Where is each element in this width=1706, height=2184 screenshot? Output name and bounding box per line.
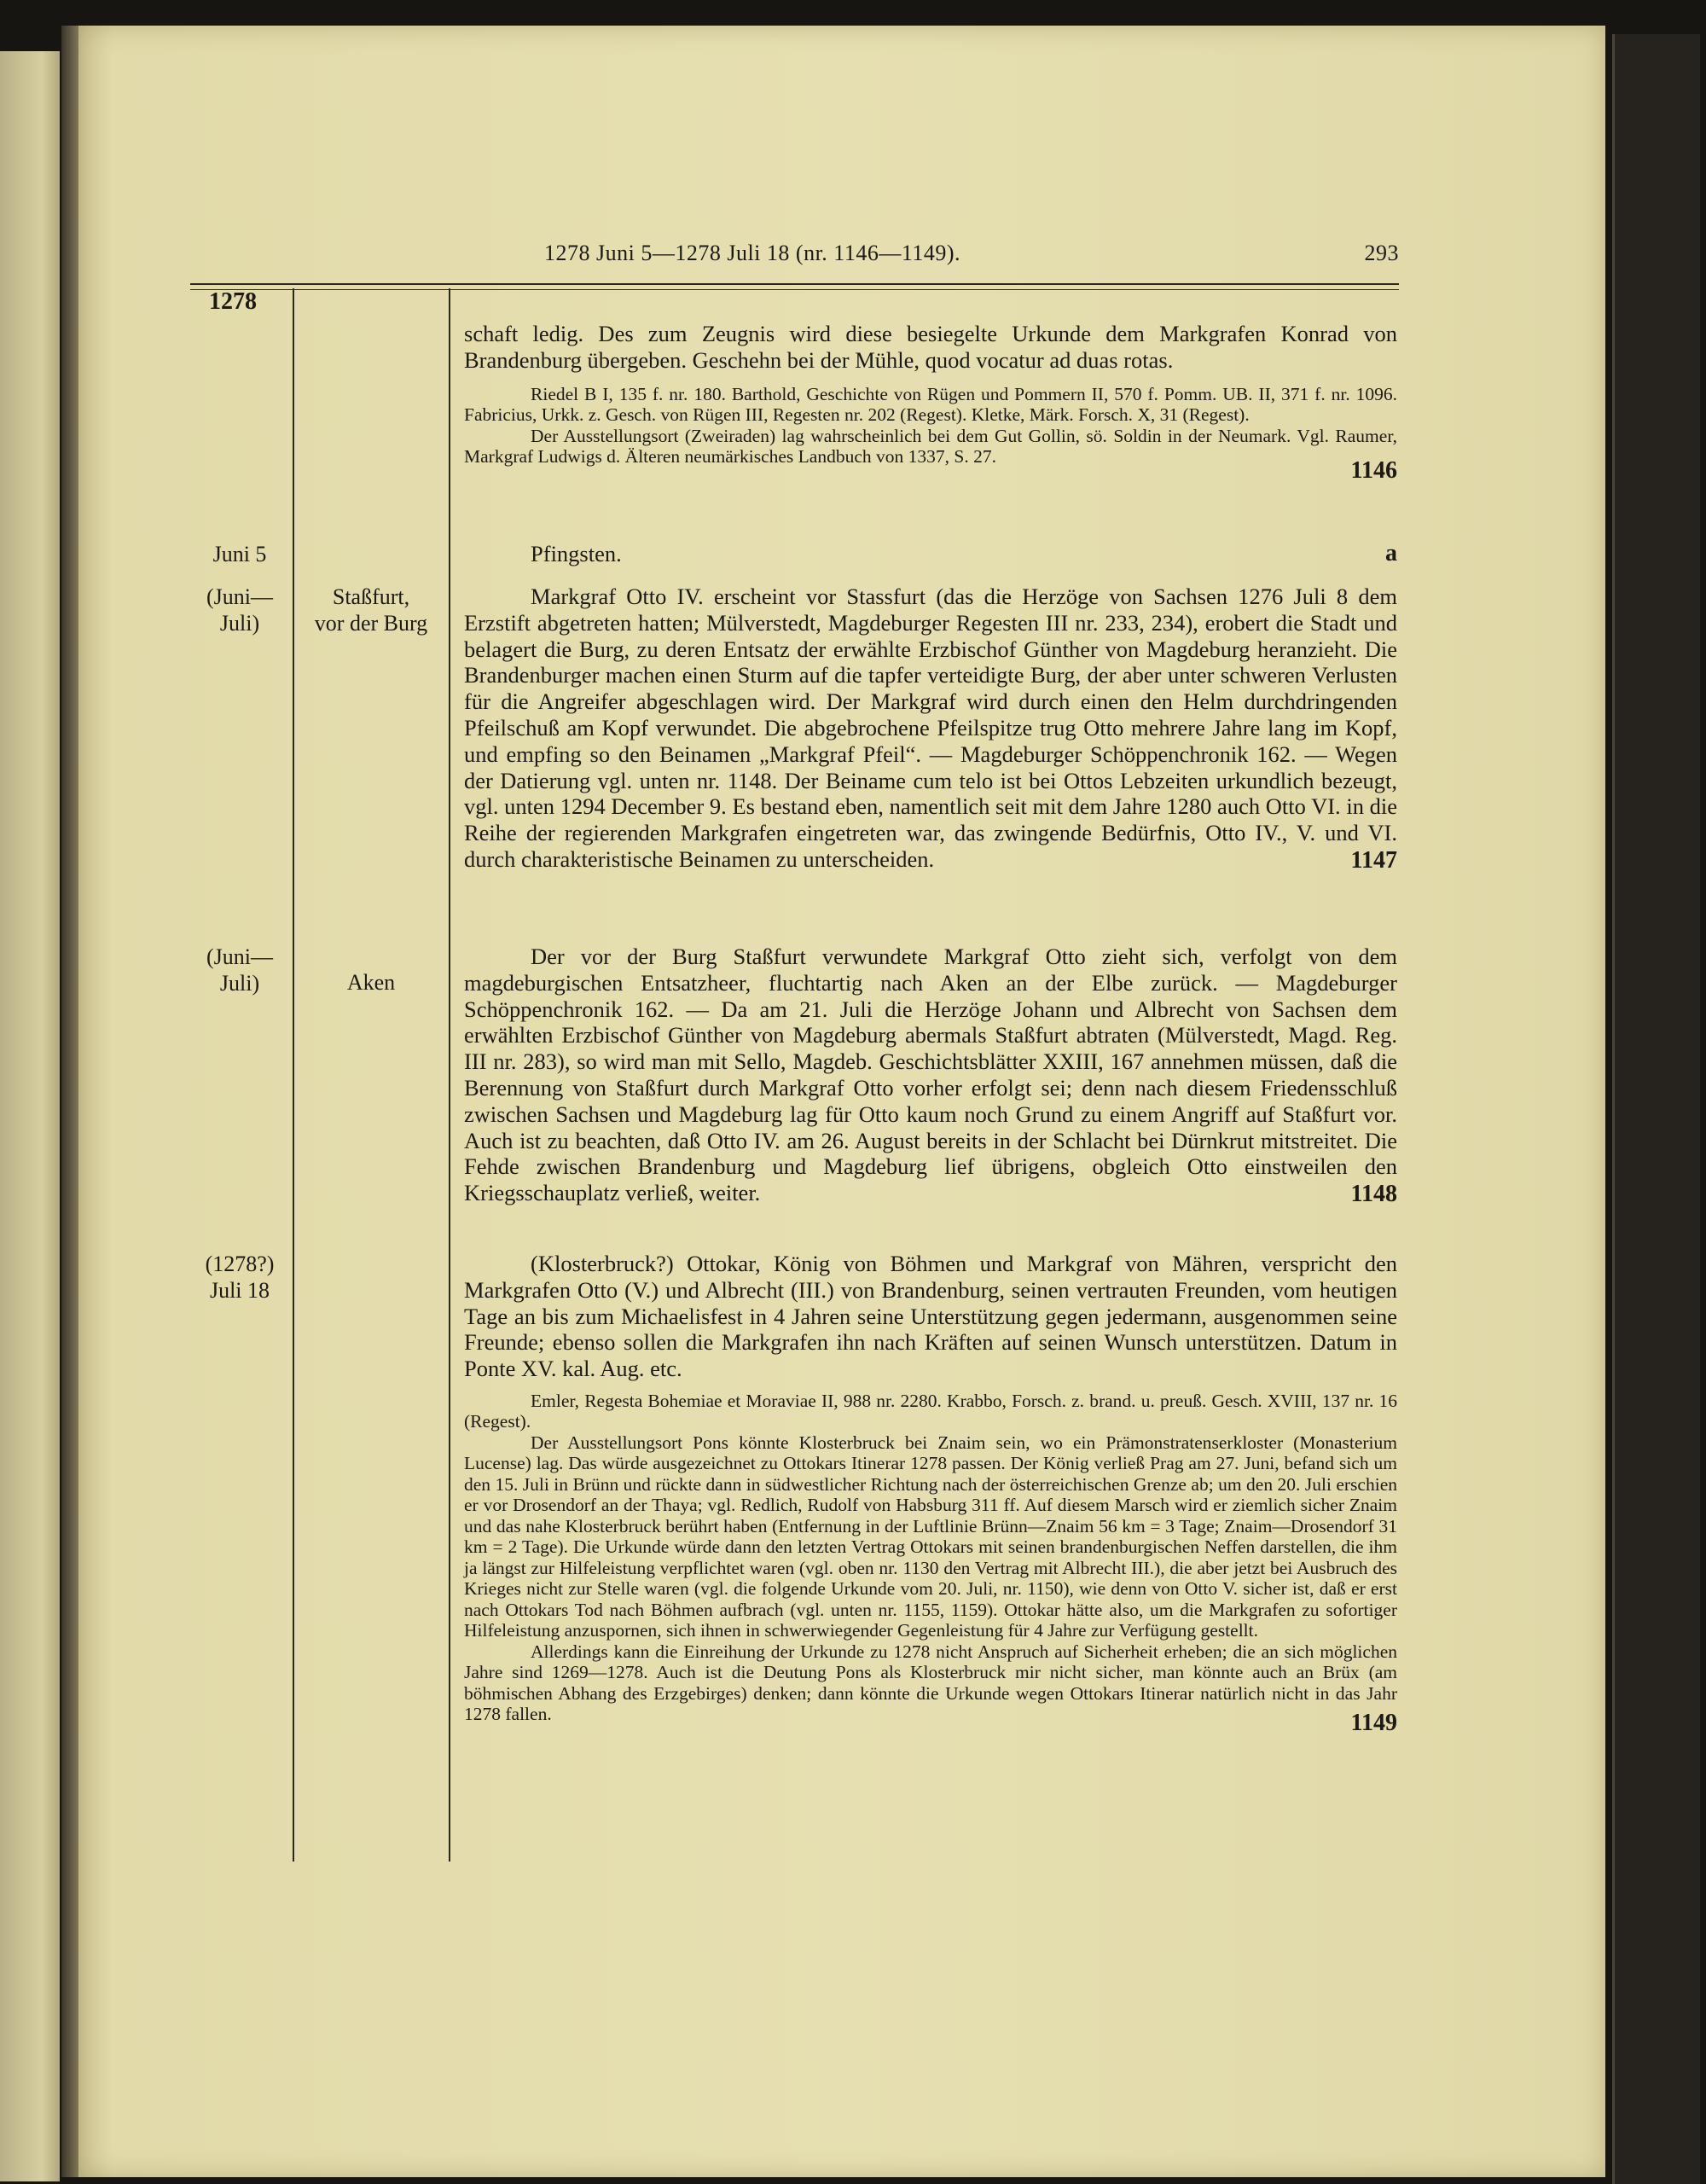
date-line: Juli) — [219, 611, 260, 636]
entry-date — [189, 584, 290, 636]
regest-number: 1146 — [1350, 456, 1397, 484]
entry-date — [189, 944, 290, 996]
place-line: Staßfurt, — [332, 584, 410, 609]
entry-note: Riedel B I, 135 f. nr. 180. Barthold, Geschichte von Rügen und Pommern II, 570 f. Pomm. UB. II, 371 f. nr. 1096. Fabricius, Urkk. z. Gesch. von Rügen III, Regesten nr. 202 (Regest). Kletke, Märk. Forsch. X, 31 (Regest). — [464, 383, 1397, 426]
entry-1147 — [464, 584, 1397, 874]
year-heading: 1278 — [209, 288, 257, 315]
entry-place — [294, 584, 448, 636]
entry-note: Emler, Regesta Bohemiae et Moraviae II, 988 nr. 2280. Krabbo, Forsch. z. brand. u. preuß. Gesch. XVIII, 137 nr. 16 (Regest). — [464, 1390, 1397, 1432]
entry-text: (Klosterbruck?) Ottokar, König von Böhmen und Markgraf von Mähren, verspricht den Markgrafen Otto (V.) und Albrecht (III.) von Brandenburg, seinen vertrauten Freunden, vom heutigen Tage an bis zum Michaelisfest in 4 Jahren seine Unterstützung gegen jedermann, ausgenommen seine Freunde; ebenso sollen die Markgrafen ihn nach Kräften auf seinen Wunsch unterstützen. Datum in Ponte XV. kal. Aug. etc. — [464, 1251, 1397, 1382]
column-divider-date-place — [293, 288, 294, 1862]
header-rule — [190, 283, 1399, 290]
entry-date: Juni 5 — [212, 542, 267, 566]
page-number: 293 — [1364, 241, 1399, 265]
entry-note: Der Ausstellungsort Pons könnte Klosterbruck bei Znaim sein, wo ein Prämonstratenserkloster (Monasterium Lucense) lag. Das würde ausgezeichnet zu Ottokars Itinerar 1278 passen. Der König verließ Prag am 27. Juni, befand sich um den 15. Juli in Brünn und rückte dann in südwestlicher Richtung nach der österreichischen Grenze ab; um den 20. Juli erschien er vor Drosendorf an der Thaya; vgl. Redlich, Rudolf von Habsburg 311 ff. Auf diesem Marsch wird er ziemlich sicher Znaim und das nahe Klosterbruck berührt haben (Entfernung in der Luftlinie Brünn—Znaim 56 km = 3 Tage; Znaim—Drosendorf 31 km = 2 Tage). Die Urkunde würde dann den letzten Vertrag Ottokars mit seinen brandenburgischen Neffen darstellen, die ihm ja längst zur Hilfeleistung verpflichtet waren (vgl. oben nr. 1130 den Vertrag mit Albrecht III.), die aber jetzt bei Ausbruch des Krieges nicht zur Stelle waren (vgl. die folgende Urkunde vom 20. Juli, nr. 1150), wie denn von Otto V. sicher ist, daß er erst nach Ottokars Tod nach Böhmen aufbrach (vgl. unten nr. 1155, 1159). Ottokar hätte also, um die Markgrafen zu sofortiger Hilfeleistung anzuspornen, sich ihnen in schwerwiegender Gegenleistung für 4 Jahre zur Verfügung gestellt. — [464, 1432, 1397, 1641]
previous-page-edge — [0, 51, 60, 2181]
date-line: Juli 18 — [209, 1278, 270, 1303]
entry-1146 — [464, 321, 1397, 485]
date-line: (Juni— — [206, 584, 273, 609]
column-divider-place-text — [449, 288, 450, 1862]
book-cover-edge — [1612, 34, 1700, 2184]
entry-text: Pfingsten. — [531, 541, 622, 566]
date-line: (1278?) — [205, 1252, 275, 1276]
entry-1148 — [464, 944, 1397, 1208]
entry-date — [189, 1251, 290, 1304]
regest-number: a — [1385, 540, 1397, 566]
place-line: vor der Burg — [314, 611, 428, 636]
entry-a — [464, 541, 1397, 567]
entry-text: Der vor der Burg Staßfurt verwundete Markgraf Otto zieht sich, verfolgt von dem magdeburgischen Entsatzheer, fluchtartig nach Aken an der Elbe zurück. — Magdeburger Schöppenchronik 162. — Da am 21. Juli die Herzöge Johann und Albrecht von Sachsen dem erwählten Erzbischof Günther von Magdeburg abermals Staßfurt abtraten (Mülverstedt, Magd. Reg. III nr. 283), so wird man mit Sello, Magdeb. Geschichtsblätter XXIII, 167 annehmen müssen, daß die Berennung von Staßfurt durch Markgraf Otto vorher erfolgt sei; denn nach diesem Friedensschluß zwischen Sachsen und Magdeburg lag für Otto kaum noch Grund zu einem Angriff auf Staßfurt vor. Auch ist zu beachten, daß Otto IV. am 26. August bereits in der Schlacht bei Dürnkrut mitstreitet. Die Fehde zwischen Brandenburg und Magdeburg lief übrigens, obgleich Otto einstweilen den Kriegsschauplatz verließ, weiter. — [464, 944, 1397, 1206]
date-line: Juli) — [219, 971, 260, 996]
regest-number: 1148 — [1350, 1180, 1397, 1207]
entry-place: Aken — [346, 970, 396, 995]
entry-text: schaft ledig. Des zum Zeugnis wird diese besiegelte Urkunde dem Markgrafen Konrad von Brandenburg übergeben. Geschehn bei der Mühle, quod vocatur ad duas rotas. — [464, 321, 1397, 373]
date-line: (Juni— — [206, 944, 273, 969]
regest-number: 1149 — [1350, 1709, 1397, 1736]
entry-1149 — [464, 1251, 1397, 1737]
running-title: 1278 Juni 5—1278 Juli 18 (nr. 1146—1149). — [544, 241, 961, 265]
regest-number: 1147 — [1350, 846, 1397, 874]
entry-note: Allerdings kann die Einreihung der Urkunde zu 1278 nicht Anspruch auf Sicherheit erheben; die an sich möglichen Jahre sind 1269—1278. Auch ist die Deutung Pons als Klosterbruck mir nicht sicher, man könnte auch an Brüx (am böhmischen Abhang des Erzgebirges) denken; dann könnte die Urkunde wegen Ottokars Itinerar natürlich nicht in das Jahr 1278 fallen. — [464, 1641, 1397, 1725]
entry-text: Markgraf Otto IV. erscheint vor Stassfurt (das die Herzöge von Sachsen 1276 Juli 8 dem Erzstift abgetreten hatten; Mülverstedt, Magdeburger Regesten III nr. 233, 234), erobert die Stadt und belagert die Burg, zu deren Entsatz der erwählte Erzbischof Günther von Magdeburg heranzieht. Die Brandenburger machen einen Sturm auf die tapfer verteidigte Burg, der aber unter schweren Verlusten für die Angreifer abgeschlagen wird. Der Markgraf wird durch einen den Helm durchdringenden Pfeilschuß am Kopf verwundet. Die abgebrochene Pfeilspitze trug Otto mehrere Jahre lang im Kopf, und empfing so den Beinamen „Markgraf Pfeil“. — Magdeburger Schöppenchronik 162. — Wegen der Datierung vgl. unten nr. 1148. Der Beiname cum telo ist bei Ottos Lebzeiten urkundlich bezeugt, vgl. unten 1294 December 9. Es bestand eben, namentlich seit mit dem Jahre 1280 auch Otto VI. in die Reihe der regierenden Markgrafen eingetreten war, das zwingende Bedürfnis, Otto IV., V. und VI. durch charakteristische Beinamen zu unterscheiden. — [464, 584, 1397, 872]
entry-note: Der Ausstellungsort (Zweiraden) lag wahrscheinlich bei dem Gut Gollin, sö. Soldin in der Neumark. Vgl. Raumer, Markgraf Ludwigs d. Älteren neumärkisches Landbuch von 1337, S. 27. — [464, 425, 1397, 468]
